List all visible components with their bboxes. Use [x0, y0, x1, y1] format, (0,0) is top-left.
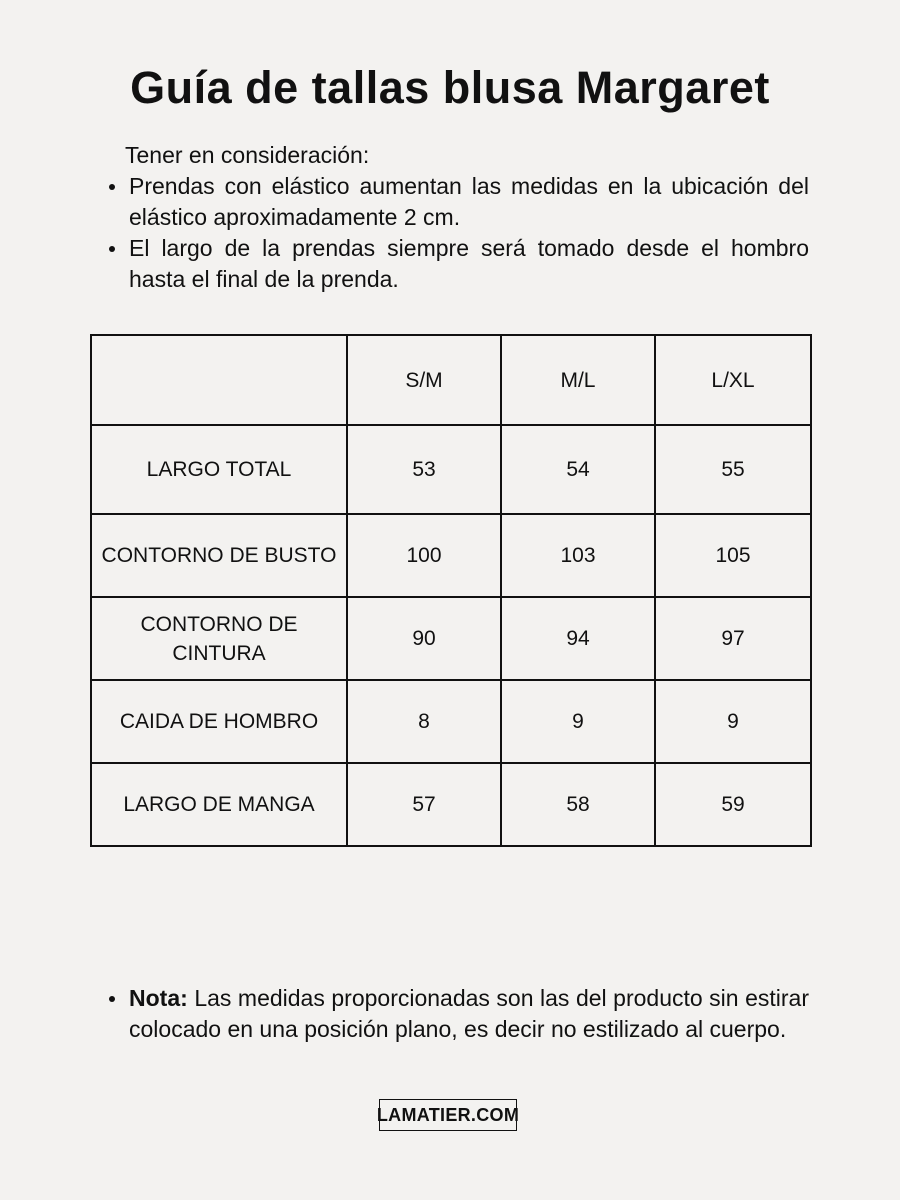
- note-list: [103, 983, 809, 1045]
- consideration-elastic: Prendas con elástico aumentan las medidas en la ubicación del elástico aproximadamente 2 cm.: [103, 171, 809, 233]
- table-cell: 100: [347, 514, 501, 597]
- table-row: [91, 597, 811, 680]
- header-cell-empty: [91, 335, 347, 425]
- considerations-list: [103, 171, 809, 295]
- header-cell-sm: S/M: [347, 335, 501, 425]
- table-cell: 55: [655, 425, 811, 514]
- row-label: LARGO TOTAL: [91, 425, 347, 514]
- table-row: [91, 680, 811, 763]
- header-cell-lxl: L/XL: [655, 335, 811, 425]
- table-cell: 105: [655, 514, 811, 597]
- row-label: CONTORNO DE BUSTO: [91, 514, 347, 597]
- table-cell: 103: [501, 514, 655, 597]
- note-item: [103, 983, 809, 1045]
- size-chart-table: [90, 334, 812, 847]
- table-cell: 90: [347, 597, 501, 680]
- table-cell: 54: [501, 425, 655, 514]
- table-cell: 9: [655, 680, 811, 763]
- table-cell: 97: [655, 597, 811, 680]
- table-row: [91, 425, 811, 514]
- row-label: CAIDA DE HOMBRO: [91, 680, 347, 763]
- page-title: Guía de tallas blusa Margaret: [130, 62, 770, 113]
- table-header-row: [91, 335, 811, 425]
- note-text: Las medidas proporcionadas son las del producto sin estirar colocado en una posición plano, es decir no estilizado al cuerpo.: [129, 985, 810, 1042]
- considerations-lead: Tener en consideración:: [125, 142, 370, 168]
- brand-logo: LAMATIER.COM: [379, 1099, 517, 1131]
- row-label: CONTORNO DE CINTURA: [91, 597, 347, 680]
- table-row: [91, 763, 811, 846]
- table-cell: 8: [347, 680, 501, 763]
- note-section: [103, 983, 809, 1045]
- header-cell-ml: M/L: [501, 335, 655, 425]
- table-cell: 58: [501, 763, 655, 846]
- consideration-length: El largo de la prendas siempre será tomado desde el hombro hasta el final de la prenda.: [103, 233, 809, 295]
- table-row: [91, 514, 811, 597]
- considerations-section: [103, 140, 809, 295]
- table-cell: 57: [347, 763, 501, 846]
- note-label: Nota:: [129, 985, 188, 1011]
- table-cell: 59: [655, 763, 811, 846]
- table-cell: 53: [347, 425, 501, 514]
- table-cell: 9: [501, 680, 655, 763]
- table-cell: 94: [501, 597, 655, 680]
- row-label: LARGO DE MANGA: [91, 763, 347, 846]
